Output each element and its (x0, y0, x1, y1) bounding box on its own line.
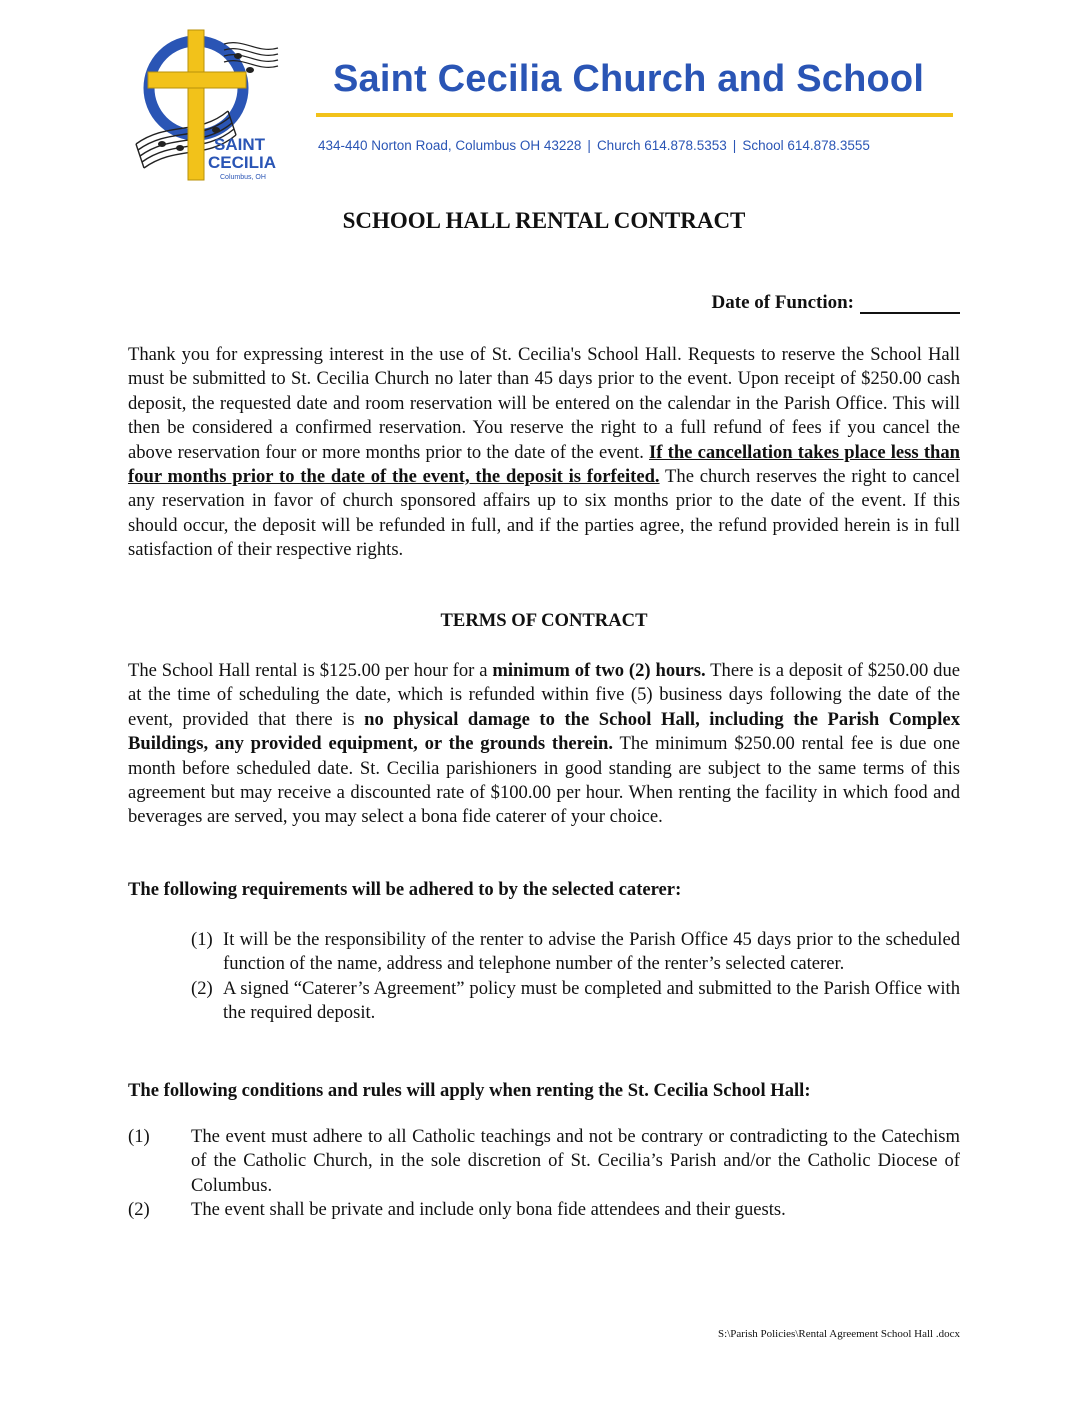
footer-file-path: S:\Parish Policies\Rental Agreement School Hall .docx (718, 1328, 960, 1340)
list-item-text: The event must adhere to all Catholic teachings and not be contrary or contradicting to the Catechism of the Catholic Church, in the sole discretion of St. Cecilia’s Parish and/or the Catholic Diocese of Columbus. (191, 1126, 960, 1196)
list-item (191, 928, 960, 977)
intro-emphasis: If the cancellation takes place less than four months prior to the date of the event, the deposit is forfeited. (128, 441, 960, 488)
intro-text-2: The church reserves the right to cancel any reservation in favor of church sponsored affairs up to six months prior to the date of the event. If this should occur, the deposit will be refunded in full, and if the parties agree, the refund provided herein is in full satisfaction of their respective rights. (128, 466, 960, 561)
list-item (128, 1198, 960, 1222)
letterhead-rule (316, 113, 953, 117)
date-of-function-label: Date of Function: (711, 292, 854, 313)
terms-text-1: The School Hall rental is $125.00 per hour for a (128, 660, 493, 681)
church-name: Saint Cecilia Church and School (333, 58, 925, 100)
document-title: SCHOOL HALL RENTAL CONTRACT (342, 208, 746, 233)
list-item (128, 1125, 960, 1198)
school-phone: School 614.878.3555 (742, 138, 870, 153)
terms-heading: TERMS OF CONTRACT (440, 610, 648, 631)
list-item-number: (1) (128, 1126, 150, 1147)
saint-cecilia-logo (128, 26, 290, 202)
list-item-text: A signed “Caterer’s Agreement” policy must be completed and submitted to the Parish Office with the required deposit. (223, 977, 960, 1024)
list-item (191, 977, 960, 1026)
address-text: 434-440 Norton Road, Columbus OH 43228 (318, 138, 582, 153)
list-item-text: It will be the responsibility of the renter to advise the Parish Office 45 days prior to the scheduled function of the name, address and telephone number of the renter’s selected caterer. (223, 929, 960, 975)
caterer-heading: The following requirements will be adhered to by the selected caterer: (128, 879, 682, 900)
logo-text-city: Columbus, OH (220, 174, 266, 181)
rules-list (128, 1125, 960, 1223)
list-item-number: (1) (191, 929, 213, 950)
church-phone: Church 614.878.5353 (596, 138, 727, 153)
list-item-text: The event shall be private and include only bona fide attendees and their guests. (191, 1199, 786, 1221)
list-item-number: (2) (128, 1199, 150, 1221)
caterer-requirements-list (191, 928, 960, 1026)
terms-text-2: There is a deposit of $250.00 due at the time of scheduling the date, which is refunded within five (5) business days following the date of the event, provided that there is (128, 660, 960, 730)
logo-text-saint: SAINT (214, 135, 265, 154)
rules-heading: The following conditions and rules will apply when renting the St. Cecilia School Hall: (128, 1080, 811, 1101)
terms-bold-2: no physical damage to the School Hall, including the Parish Complex Buildings, any provided equipment, or the grounds therein. (128, 708, 960, 755)
intro-text-1: Thank you for expressing interest in the use of St. Cecilia's School Hall. Requests to reserve the School Hall must be submitted to St. Cecilia Church no later than 45 days prior to the event. Upon receipt of $250.00 cash deposit, the requested date and room reservation will be entered on the calendar in the Parish Office. This will then be considered a confirmed reservation. You reserve the right to a full refund of fees if you cancel the above reservation four or more months prior to the date of the event. (128, 344, 960, 463)
date-of-function-field (712, 292, 960, 314)
separator: | (732, 138, 737, 153)
date-of-function-blank (860, 294, 960, 314)
logo-text-cecilia: CECILIA (208, 153, 276, 172)
terms-text-3: The minimum $250.00 rental fee is due one month before scheduled date. St. Cecilia parishioners in good standing are subject to the same terms of this agreement but may receive a discounted rate of $100.00 per hour. When renting the facility in which food and beverages are served, you may select a bona fide caterer of your choice. (128, 733, 960, 828)
list-item-number: (2) (191, 977, 213, 999)
intro-paragraph (128, 343, 960, 563)
separator: | (587, 138, 591, 153)
terms-paragraph (128, 659, 960, 830)
terms-bold-1: minimum of two (2) hours. (492, 660, 706, 681)
contact-line (318, 138, 870, 153)
